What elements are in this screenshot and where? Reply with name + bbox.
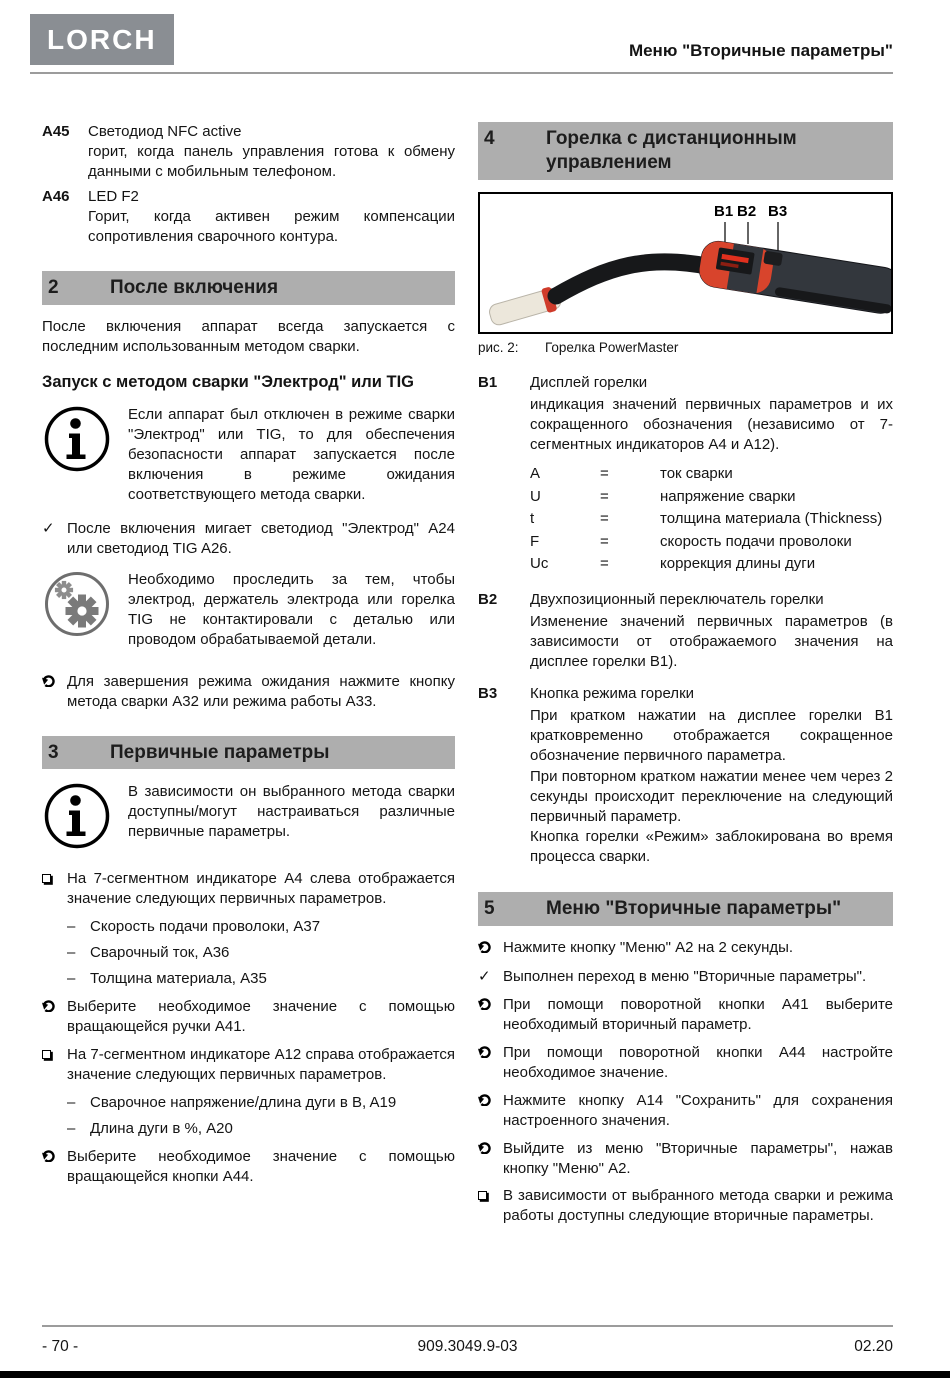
check-icon: ✓: [42, 520, 55, 538]
figure-caption-text: Горелка PowerMaster: [545, 339, 679, 355]
control-body: [530, 684, 893, 868]
control-desc: Изменение значений первичных параметров (в зависимости от отображаемого значения на дисплее горелки B1).: [530, 613, 893, 670]
fig-label-b3: B3: [768, 202, 788, 220]
square-item: [42, 869, 455, 909]
control-paragraph: Кнопка горелки «Режим» заблокирована во время процесса сварки.: [530, 828, 893, 866]
square-bullet-icon: [42, 869, 67, 909]
check-item: [42, 519, 455, 559]
action-item: [478, 938, 893, 959]
dash-item: [67, 969, 455, 989]
section-title: Горелка с дистанционным управлением: [546, 128, 797, 173]
led-code: A46: [42, 188, 70, 206]
bottom-edge-bar: [0, 1371, 950, 1378]
document-version: 02.20: [854, 1338, 894, 1356]
param-eq: =: [600, 465, 609, 483]
control-paragraph: При повторном кратком нажатии менее чем через 2 секунды происходит переключение на следующий первичный параметр.: [530, 767, 893, 825]
param-eq: =: [600, 532, 609, 550]
fig-label-b1: B1: [714, 202, 734, 220]
section-number: 3: [48, 741, 59, 763]
action-arrow-icon: [478, 995, 503, 1035]
control-item-b3: [478, 684, 893, 868]
led-desc: Горит, когда активен режим компенсации сопротивления сварочного контура.: [88, 207, 455, 245]
action-item-text: Выберите необходимое значение с помощью вращающейся кнопки A44.: [67, 1147, 455, 1185]
info-icon: [42, 781, 112, 851]
control-paragraph: При кратком нажатии на дисплее горелки B1 кратковременно отображается сокращенное обозначение первичного параметра.: [530, 706, 893, 764]
wear-parts-note-text: Необходимо проследить за тем, чтобы электрод, держатель электрода или горелка TIG не контактировали с деталью или проводом обрабатываемой детали.: [128, 570, 455, 648]
action-item-text: Для завершения режима ожидания нажмите кнопку метода сварки A32 или режима работы A33.: [67, 672, 455, 710]
dash-item: [67, 943, 455, 963]
square-item: [42, 1045, 455, 1085]
action-item-text: При помощи поворотной кнопки A44 настройте необходимое значение.: [503, 1043, 893, 1081]
info-note-text: Если аппарат был отключен в режиме сварки "Электрод" или TIG, то для обеспечения безопасности аппарат запускается после включения в режиме ожидания соответствующего метода сварки.: [128, 406, 455, 504]
action-item: [478, 1091, 893, 1131]
param-eq: =: [600, 555, 609, 573]
check-icon: ✓: [478, 968, 491, 985]
led-code: A45: [42, 123, 70, 141]
param-value: толщина материала (Thickness): [660, 510, 883, 528]
action-item-text: При помощи поворотной кнопки A41 выберите необходимый вторичный параметр.: [503, 995, 893, 1033]
param-key: F: [530, 532, 540, 550]
action-arrow-icon: [478, 1043, 503, 1083]
section-2-heading: [42, 271, 455, 305]
wear-parts-note: [42, 569, 455, 650]
action-item: [478, 1043, 893, 1083]
page-footer: [42, 1325, 893, 1358]
parameter-row: [530, 554, 893, 574]
dash-item: [67, 1119, 455, 1139]
action-item: [42, 997, 455, 1037]
left-column: [42, 122, 455, 1234]
param-value: напряжение сварки: [660, 487, 796, 505]
action-item-text: Нажмите кнопку A14 "Сохранить" для сохранения настроенного значения.: [503, 1091, 893, 1129]
control-title: Двухпозиционный переключатель горелки: [530, 591, 824, 609]
led-body: [88, 122, 455, 182]
section-3-heading: [42, 736, 455, 770]
action-item-text: Выберите необходимое значение с помощью вращающейся ручки A41.: [67, 998, 455, 1035]
param-value: скорость подачи проволоки: [660, 532, 852, 550]
led-desc: горит, когда панель управления готова к обмену данными с мобильным телефоном.: [88, 143, 455, 181]
section-title: После включения: [110, 276, 279, 298]
right-column: [478, 122, 893, 1234]
parameter-row: [530, 509, 893, 529]
section-2-intro: После включения аппарат всегда запускается с последним использованным методом сварки.: [42, 317, 455, 355]
led-item-a46: [42, 187, 455, 247]
parameter-row: [530, 487, 893, 507]
param-value: коррекция длины дуги: [660, 555, 816, 573]
control-item-b2: [478, 590, 893, 672]
control-code: B1: [478, 373, 498, 391]
dash-item: [67, 1093, 455, 1113]
control-title: Кнопка режима горелки: [530, 684, 695, 702]
action-arrow-icon: [478, 1091, 503, 1131]
param-key: Uc: [530, 555, 549, 573]
action-item: [478, 995, 893, 1035]
section-number: 5: [484, 898, 495, 920]
param-key: t: [530, 510, 535, 528]
control-item-b1: [478, 373, 893, 578]
led-body: [88, 187, 455, 247]
check-item: [478, 967, 893, 987]
square-bullet-icon: [478, 1186, 503, 1226]
running-head-title: Меню "Вторичные параметры": [628, 40, 893, 60]
control-desc: индикация значений первичных параметров и их сокращенного обозначения (независимо от 7-сегментных индикаторов A4 и A12).: [530, 395, 893, 453]
control-code: B2: [478, 591, 498, 609]
control-body: [530, 590, 893, 672]
section-2-subheading: Запуск с методом сварки "Электрод" или TIG: [42, 373, 414, 392]
control-body: [530, 373, 893, 578]
square-item: [478, 1186, 893, 1226]
square-item-text: На 7-сегментном индикаторе A12 справа отображается значение следующих первичных параметров.: [67, 1045, 455, 1083]
param-eq: =: [600, 510, 609, 528]
dash-icon: –: [67, 918, 76, 936]
param-key: A: [530, 465, 541, 483]
action-item-text: Нажмите кнопку "Меню" A2 на 2 секунды.: [503, 939, 794, 957]
led-item-a45: [42, 122, 455, 182]
dash-item-text: Длина дуги в %, A20: [90, 1119, 233, 1137]
action-arrow-icon: [42, 672, 67, 712]
section-4-heading: [478, 122, 893, 180]
lorch-logo: LORCH: [30, 14, 174, 65]
dash-item-text: Сварочный ток, A36: [90, 944, 230, 962]
gear-icon: [42, 569, 112, 639]
info-icon: [42, 404, 112, 474]
control-title: Дисплей горелки: [530, 373, 648, 391]
action-item: [478, 1139, 893, 1179]
dash-icon: –: [67, 1093, 76, 1111]
led-name: Светодиод NFC active: [88, 123, 242, 141]
section-title: Меню "Вторичные параметры": [546, 898, 842, 920]
fig-label-b2: B2: [737, 202, 757, 220]
square-item-text: На 7-сегментном индикаторе A4 слева отображается значение следующих первичных параметров.: [67, 870, 455, 908]
section-title: Первичные параметры: [110, 741, 330, 763]
dash-item-text: Сварочное напряжение/длина дуги в B, A19: [90, 1093, 397, 1111]
document-number: 909.3049.9-03: [417, 1338, 518, 1356]
page-header: [30, 14, 893, 74]
dash-icon: –: [67, 944, 76, 962]
dash-item: [67, 917, 455, 937]
figure-caption-label: рис. 2:: [478, 339, 519, 355]
square-item-text: В зависимости от выбранного метода сварки и режима работы доступны следующие вторичные параметры.: [503, 1187, 893, 1225]
parameter-row: [530, 464, 893, 484]
info-note-text: В зависимости он выбранного метода сварки доступны/могут настраиваться различные первичные параметры.: [128, 783, 455, 841]
section-5-heading: [478, 892, 893, 926]
action-arrow-icon: [42, 997, 67, 1037]
dash-icon: –: [67, 970, 76, 988]
param-key: U: [530, 487, 541, 505]
dash-item-text: Толщина материала, A35: [90, 970, 267, 988]
section-number: 4: [484, 128, 495, 150]
parameter-legend: [530, 464, 893, 574]
info-note: [42, 404, 455, 505]
led-name: LED F2: [88, 188, 139, 206]
action-arrow-icon: [478, 1139, 503, 1179]
param-eq: =: [600, 487, 609, 505]
section-number: 2: [48, 276, 59, 298]
check-item-text: Выполнен переход в меню "Вторичные параметры".: [503, 968, 867, 985]
figure-caption: [478, 339, 893, 357]
two-column-layout: [42, 122, 893, 1234]
dash-icon: –: [67, 1119, 76, 1137]
check-item-text: После включения мигает светодиод "Электрод" A24 или светодиод TIG A26.: [67, 520, 455, 558]
torch-figure: [478, 192, 893, 334]
control-code: B3: [478, 684, 498, 702]
action-arrow-icon: [478, 938, 503, 959]
info-note: [42, 781, 455, 851]
action-arrow-icon: [42, 1147, 67, 1187]
param-value: ток сварки: [660, 465, 733, 483]
action-item-text: Выйдите из меню "Вторичные параметры", нажав кнопку "Меню" A2.: [503, 1139, 893, 1177]
parameter-row: [530, 532, 893, 552]
square-bullet-icon: [42, 1045, 67, 1085]
page-number: - 70 -: [42, 1338, 79, 1356]
dash-item-text: Скорость подачи проволоки, A37: [90, 918, 321, 936]
action-item: [42, 672, 455, 712]
torch-photo: [480, 194, 891, 332]
action-item: [42, 1147, 455, 1187]
